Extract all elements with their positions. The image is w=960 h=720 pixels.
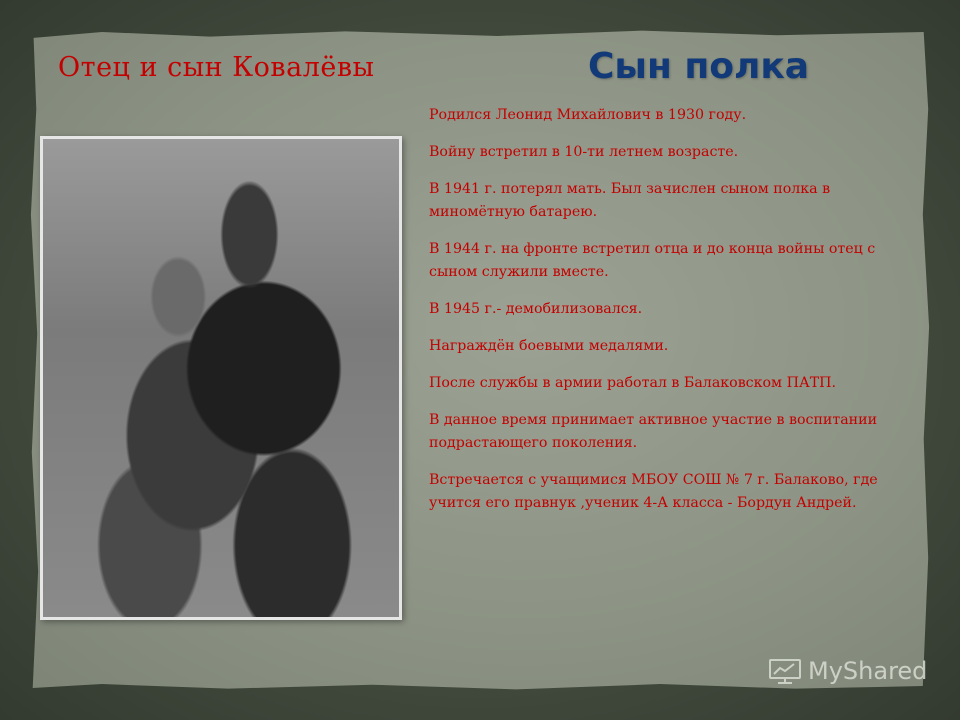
bio-paragraph-6: Награждён боевыми медалями. xyxy=(429,338,669,354)
bio-paragraph-5: В 1945 г.- демобилизовался. xyxy=(429,301,643,317)
bio-paragraph-9: Встречается с учащимися МБОУ СОШ № 7 г. Балаково, где учится его правнук ,ученик 4-А класса - Бордун Андрей. xyxy=(429,472,878,511)
main-title: Сын полка xyxy=(588,46,810,87)
bio-paragraph-2: Войну встретил в 10-ти летнем возрасте. xyxy=(429,144,739,160)
bio-paragraph-3: В 1941 г. потерял мать. Был зачислен сыном полка в миномётную батарею. xyxy=(429,181,831,220)
bio-paragraph-4: В 1944 г. на фронте встретил отца и до конца войны отец с сыном служили вместе. xyxy=(429,241,876,280)
presentation-screen-icon xyxy=(768,657,802,685)
biography-text xyxy=(429,104,904,529)
left-title: Отец и сын Ковалёвы xyxy=(58,52,375,83)
bio-paragraph-8: В данное время принимает активное участие в воспитании подрастающего поколения. xyxy=(429,412,878,451)
historical-photo xyxy=(40,136,402,620)
logo-text: MyShared xyxy=(808,657,928,685)
myshared-logo xyxy=(768,656,927,686)
bio-paragraph-1: Родился Леонид Михайлович в 1930 году. xyxy=(429,107,747,123)
bio-paragraph-7: После службы в армии работал в Балаковском ПАТП. xyxy=(429,375,837,391)
